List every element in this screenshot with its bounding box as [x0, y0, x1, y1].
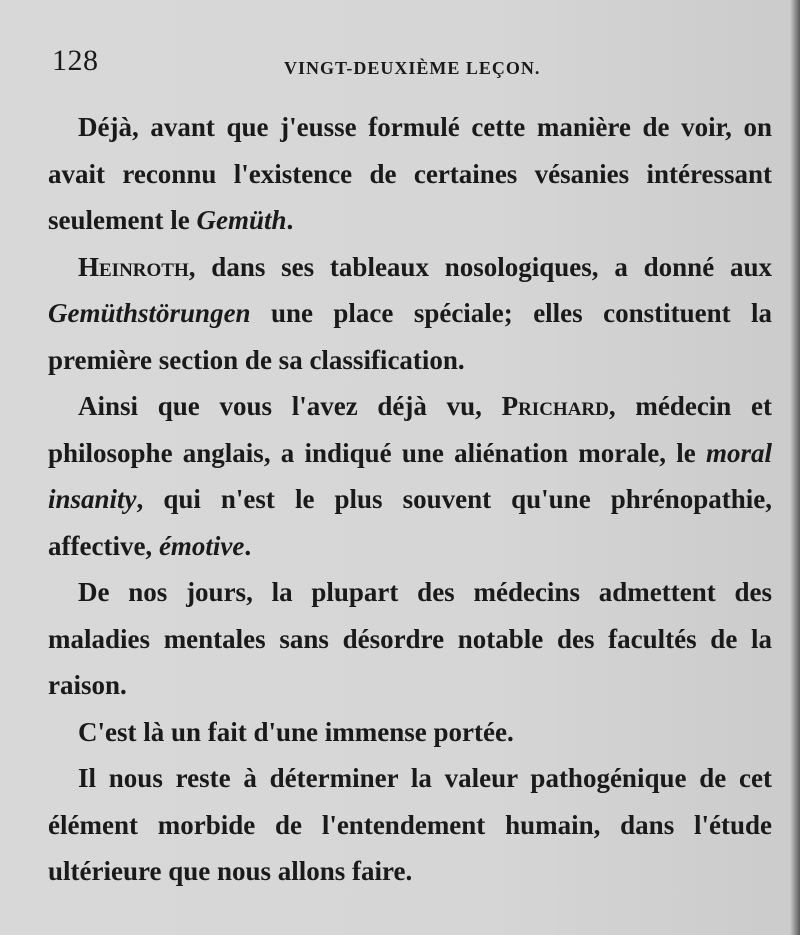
paragraph-6: Il nous reste à déterminer la valeur pathogénique de cet élément morbide de l'entendement humain, dans l'étude ultérieure que nous allons faire. [48, 763, 772, 886]
paragraph-2: Heinroth, dans ses tableaux nosologiques, a donné aux Gemüthstörungen une place spéciale; elles constituent la première section de sa classification. [48, 251, 772, 375]
term-moral-insanity: moral insanity [48, 437, 772, 514]
paragraph-5: C'est là un fait d'une immense portée. [78, 716, 514, 747]
page-number: 128 [52, 44, 99, 77]
page-header [52, 40, 772, 80]
page-edge-shadow [790, 0, 800, 935]
paragraph-4: De nos jours, la plupart des médecins admettent des maladies mentales sans désordre notable des facultés de la raison. [48, 577, 772, 700]
paragraph-3: Ainsi que vous l'avez déjà vu, Prichard, médecin et philosophe anglais, a indiqué une aliénation morale, le moral insanity, qui n'est le plus souvent qu'une phrénopathie, affective, émotive. [48, 391, 773, 561]
term-gemuth: Gemüth [196, 205, 287, 235]
body-text [48, 104, 772, 895]
term-gemuthstorungen: Gemüthstörungen [48, 298, 251, 328]
term-emotive: émotive [158, 530, 245, 561]
running-head: VINGT-DEUXIÈME LEÇON. [284, 58, 541, 78]
author-heinroth: Heinroth [78, 251, 189, 282]
paragraph-1: Déjà, avant que j'eusse formulé cette manière de voir, on avait reconnu l'existence de certaines vésanies intéressant seulement le Gemüth. [48, 112, 772, 235]
author-prichard: Prichard [501, 391, 609, 421]
